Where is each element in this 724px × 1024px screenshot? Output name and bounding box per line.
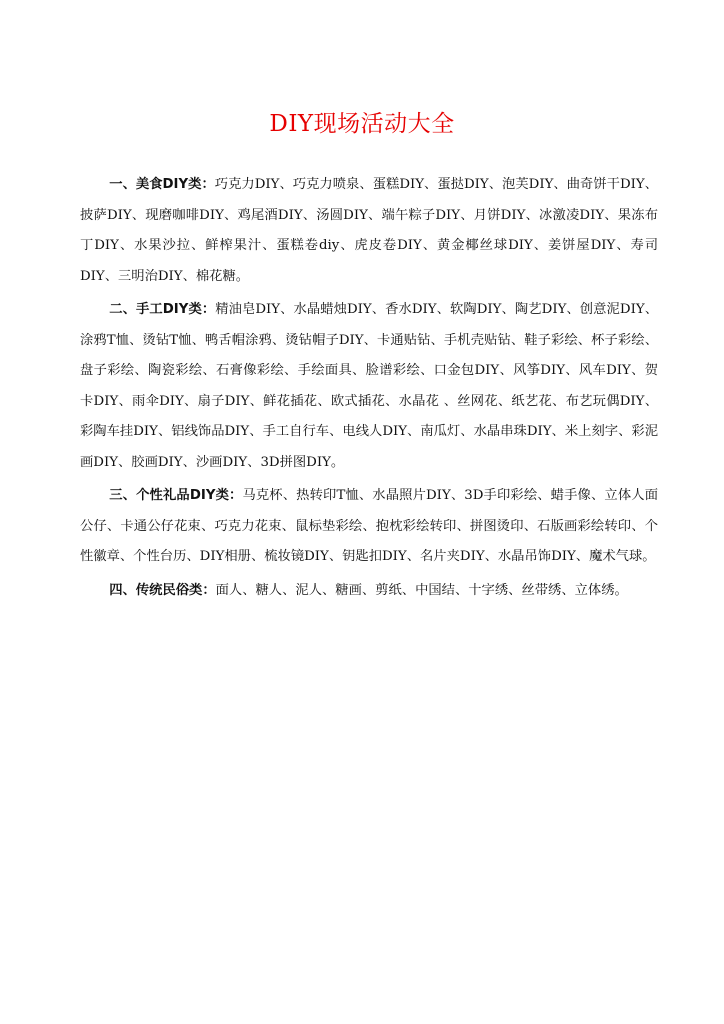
section-heading: 一、美食DIY类：: [109, 177, 215, 192]
section-heading: 二、手工DIY类：: [109, 302, 216, 317]
document-title: DIY现场活动大全: [269, 111, 455, 137]
section-text: 精油皂DIY、水晶蜡烛DIY、香水DIY、软陶DIY、陶艺DIY、创意泥DIY、涂鸦T恤、烫钻T恤、鸭舌帽涂鸦、烫钻帽子DIY、卡通贴钻、手机壳贴钻、鞋子彩绘、杯子彩绘、盘子彩绘、陶瓷彩绘、石膏像彩绘、手绘面具、脸谱彩绘、口金包DIY、风筝DIY、风车DIY、贺卡DIY、雨伞DIY、扇子DIY、鲜花插花、欧式插花、水晶花 、丝网花、纸艺花、布艺玩偶DIY、彩陶车挂DIY、铝线饰品DIY、手工自行车、电线人DIY、南瓜灯、水晶串珠DIY、米上刻字、彩泥画DIY、胶画DIY、沙画DIY、3D拼图DIY。: [80, 302, 658, 470]
section-handcraft-diy: [80, 295, 658, 478]
section-text: 马克杯、热转印T恤、水晶照片DIY、3D手印彩绘、蜡手像、立体人面公仔、卡通公仔花束、巧克力花束、鼠标垫彩绘、抱枕彩绘转印、拼图烫印、石版画彩绘转印、个性徽章、个性台历、DIY相册、梳妆镜DIY、钥匙扣DIY、名片夹DIY、水晶吊饰DIY、魔术气球。: [80, 488, 658, 564]
section-heading: 四、传统民俗类：: [109, 582, 216, 598]
document-body: [80, 170, 658, 606]
section-gift-diy: [80, 481, 658, 573]
section-text: 面人、糖人、泥人、糖画、剪纸、中国结、十字绣、丝带绣、立体绣。: [215, 582, 628, 598]
section-folk-custom: [80, 576, 658, 607]
section-food-diy: [80, 170, 658, 292]
section-text: 巧克力DIY、巧克力喷泉、蛋糕DIY、蛋挞DIY、泡芙DIY、曲奇饼干DIY、披萨DIY、现磨咖啡DIY、鸡尾酒DIY、汤圆DIY、端午粽子DIY、月饼DIY、冰激凌DIY、果冻布丁DIY、水果沙拉、鲜榨果汁、蛋糕卷diy、虎皮卷DIY、黄金椰丝球DIY、姜饼屋DIY、寿司DIY、三明治DIY、棉花糖。: [80, 177, 658, 284]
section-heading: 三、个性礼品DIY类：: [109, 488, 243, 503]
